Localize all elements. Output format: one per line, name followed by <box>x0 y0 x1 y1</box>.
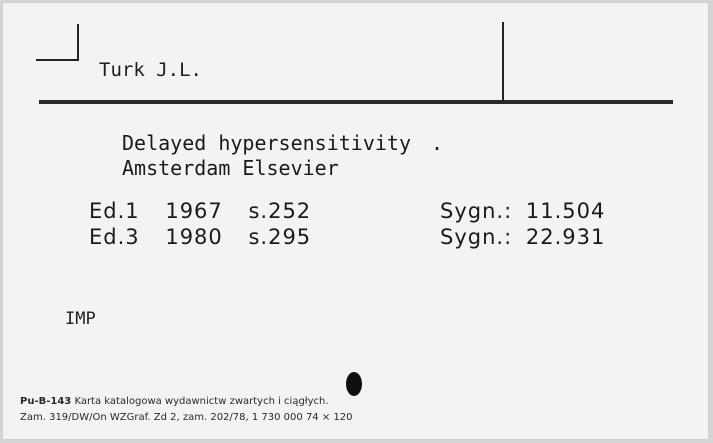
edition-1-sygn-label: Sygn.: <box>440 199 513 223</box>
edition-3-pages: s.295 <box>248 225 312 249</box>
header-rule <box>39 100 673 104</box>
edition-1-label: Ed.1 <box>89 199 140 223</box>
corner-mark-horizontal <box>36 59 79 61</box>
edition-1-sygn <box>440 199 605 223</box>
header-divider <box>502 22 504 101</box>
publisher: Amsterdam Elsevier <box>122 156 339 180</box>
catalog-card <box>2 2 709 440</box>
book-title-text: Delayed hypersensitivity <box>122 131 411 155</box>
printer-line-1 <box>20 396 329 407</box>
imp-stamp: IMP <box>65 309 96 329</box>
edition-3-sygn-value: 22.931 <box>525 225 606 249</box>
edition-3-label: Ed.3 <box>89 225 140 249</box>
edition-1-year: 1967 <box>165 199 223 223</box>
edition-3-year: 1980 <box>165 225 223 249</box>
edition-3-sygn <box>440 225 605 249</box>
edition-1-row <box>89 199 311 223</box>
book-title <box>122 131 443 155</box>
form-code: Pu-B-143 <box>20 396 72 407</box>
edition-3-row <box>89 225 311 249</box>
form-description: Karta katalogowa wydawnictw zwartych i ciągłych. <box>74 396 329 407</box>
edition-1-pages: s.252 <box>248 199 312 223</box>
corner-mark-vertical <box>77 24 79 61</box>
author-name: Turk J.L. <box>99 59 202 81</box>
punch-hole <box>346 372 362 396</box>
printer-line-2: Zam. 319/DW/On WZGraf. Zd 2, zam. 202/78, 1 730 000 74 × 120 <box>20 412 353 423</box>
edition-3-sygn-label: Sygn.: <box>440 225 513 249</box>
title-mark: . <box>431 131 444 155</box>
edition-1-sygn-value: 11.504 <box>525 199 606 223</box>
